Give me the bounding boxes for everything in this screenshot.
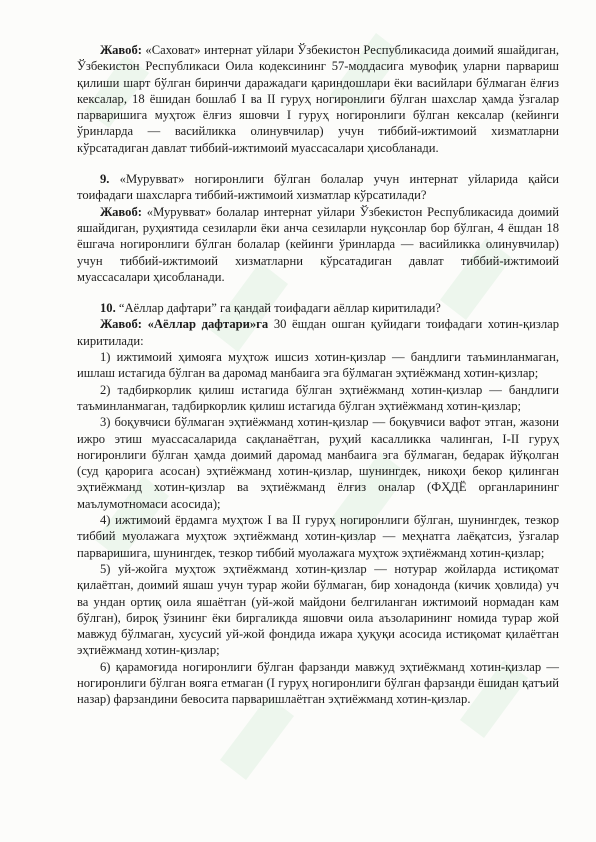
document-page xyxy=(77,42,559,708)
answer-paragraph-10 xyxy=(77,316,559,349)
list-item: 5) уй-жойга муҳтож эҳтиёжманд хотин-қизлар — нотурар жойларда истиқомат қилаётган, доимий яшаш учун турар жойи бўлмаган, бир хонадонда (кичик ҳовлида) уч ва ундан ортиқ оила яшаётган (уй-жой майдони белгиланган ижтимоий нормадан кам бўлган), бироқ ўзининг ёки биргаликда яшовчи оила аъзоларининг номида турар жой мавжуд бўлмаган, хусусий уй-жой фондида ижара ҳуқуқи асосида истиқомат қилаётган эҳтиёжманд хотин-қизлар; xyxy=(77,561,559,658)
answer-text: «Саховат» интернат уйлари Ўзбекистон Республикасида доимий яшайдиган, Ўзбекистон Республикаси Оила кодексининг 57-моддасига мувофиқ уларни парвариш қилиши шарт бўлган биринчи даражадаги қариндошлари ёки васийлари бўлмаган ёлғиз кексалар, 18 ёшидан бошлаб I ва II гуруҳ ногиронлиги бўлган шахслар ҳамда ўзгалар парваришига муҳтож ёлғиз яшовчи I гуруҳ ногиронлиги бўлган кексалар (кейинги ўринларда — васийликка олинувчилар) учун тиббий-ижтимоий хизматларни кўрсатадиган давлат тиббий-ижтимоий муассасалари ҳисобланади. xyxy=(77,43,559,155)
list-item: 4) ижтимоий ёрдамга муҳтож I ва II гуруҳ ногиронлиги бўлган, шунингдек, тезкор тиббий муолажага муҳтож эҳтиёжманд хотин-қизлар — меҳнатга лаёқатсиз, ўзгалар парваришига, шунингдек, тезкор тиббий муолажага муҳтож эҳтиёжманд хотин-қизлар; xyxy=(77,513,559,560)
question-10 xyxy=(77,300,559,316)
answer-text: «Мурувват» болалар интернат уйлари Ўзбекистон Республикасида доимий яшайдиган, руҳиятида сезиларли ёки анча сезиларли нуқсонлар бор бўлган, 4 ёшдан 18 ёшгача ногиронлиги бўлган болалар (кейинги ўринларда — васийликка олинувчилар) учун тиббий-ижтимоий хизматларни кўрсатадиган давлат тиббий-ижтимоий муассасалари ҳисобланади. xyxy=(77,204,559,284)
list-item: 1) ижтимоий ҳимояга муҳтож ишсиз хотин-қизлар — бандлиги таъминланмаган, ишлаш истагида бўлган ва даромад манбаига эга бўлмаган эҳтиёжманд хотин-қизлар; xyxy=(77,350,559,381)
list-item: 2) тадбиркорлик қилиш истагида бўлган эҳтиёжманд хотин-қизлар — бандлиги таъминланмаган, тадбиркорлик қилиш истагида бўлган эҳтиёжманд хотин-қизлар; xyxy=(77,382,559,413)
question-text: «Мурувват» ногиронлиги бўлган болалар учун интернат уйларида қайси тоифадаги шахсларга тиббий-ижтимоий хизматлар кўрсатилади? xyxy=(77,172,559,203)
answer-label: Жавоб: xyxy=(100,204,142,219)
answer-bold-term: «Аёллар дафтари»га xyxy=(141,317,269,332)
question-number: 9. xyxy=(100,172,110,187)
answer-paragraph-9 xyxy=(77,204,559,285)
answer-label: Жавоб: xyxy=(100,317,142,332)
list-item: 3) боқувчиси бўлмаган эҳтиёжманд хотин-қизлар — боқувчиси вафот этган, жазони ижро этиш муассасаларида сақланаётган, руҳий касалликка чалинган, I-II гуруҳ ногиронлиги бўлган ҳамда доимий даромад манбаига эга бўлмаган, бедарак йўқолган (суд қарорига асосан) эҳтиёжманд хотин-қизлар, шунингдек, никоҳи бекор қилинган эҳтиёжманд хотин-қизлар ва эҳтиёжманд ёлғиз оналар (ФҲДЁ органларининг маълумотномаси асосида); xyxy=(77,415,559,511)
answer-paragraph-8 xyxy=(77,42,559,156)
question-number: 10. xyxy=(100,301,116,316)
answer-text: 30 ёшдан ошган қуйидаги тоифадаги хотин-қизлар киритилади: xyxy=(77,317,559,348)
list-item: 6) қарамоғида ногиронлиги бўлган фарзанди мавжуд эҳтиёжманд хотин-қизлар — ногиронлиги бўлган вояга етмаган (I гуруҳ ногиронлиги бўлган фарзанди ёшидан қатъий назар) фарзандини бевосита парваришлаётган эҳтиёжманд хотин-қизлар. xyxy=(77,659,559,707)
answer-label: Жавоб: xyxy=(100,43,142,57)
question-text: “Аёллар дафтари” га қандай тоифадаги аёллар киритилади? xyxy=(115,301,441,316)
question-9 xyxy=(77,171,559,204)
